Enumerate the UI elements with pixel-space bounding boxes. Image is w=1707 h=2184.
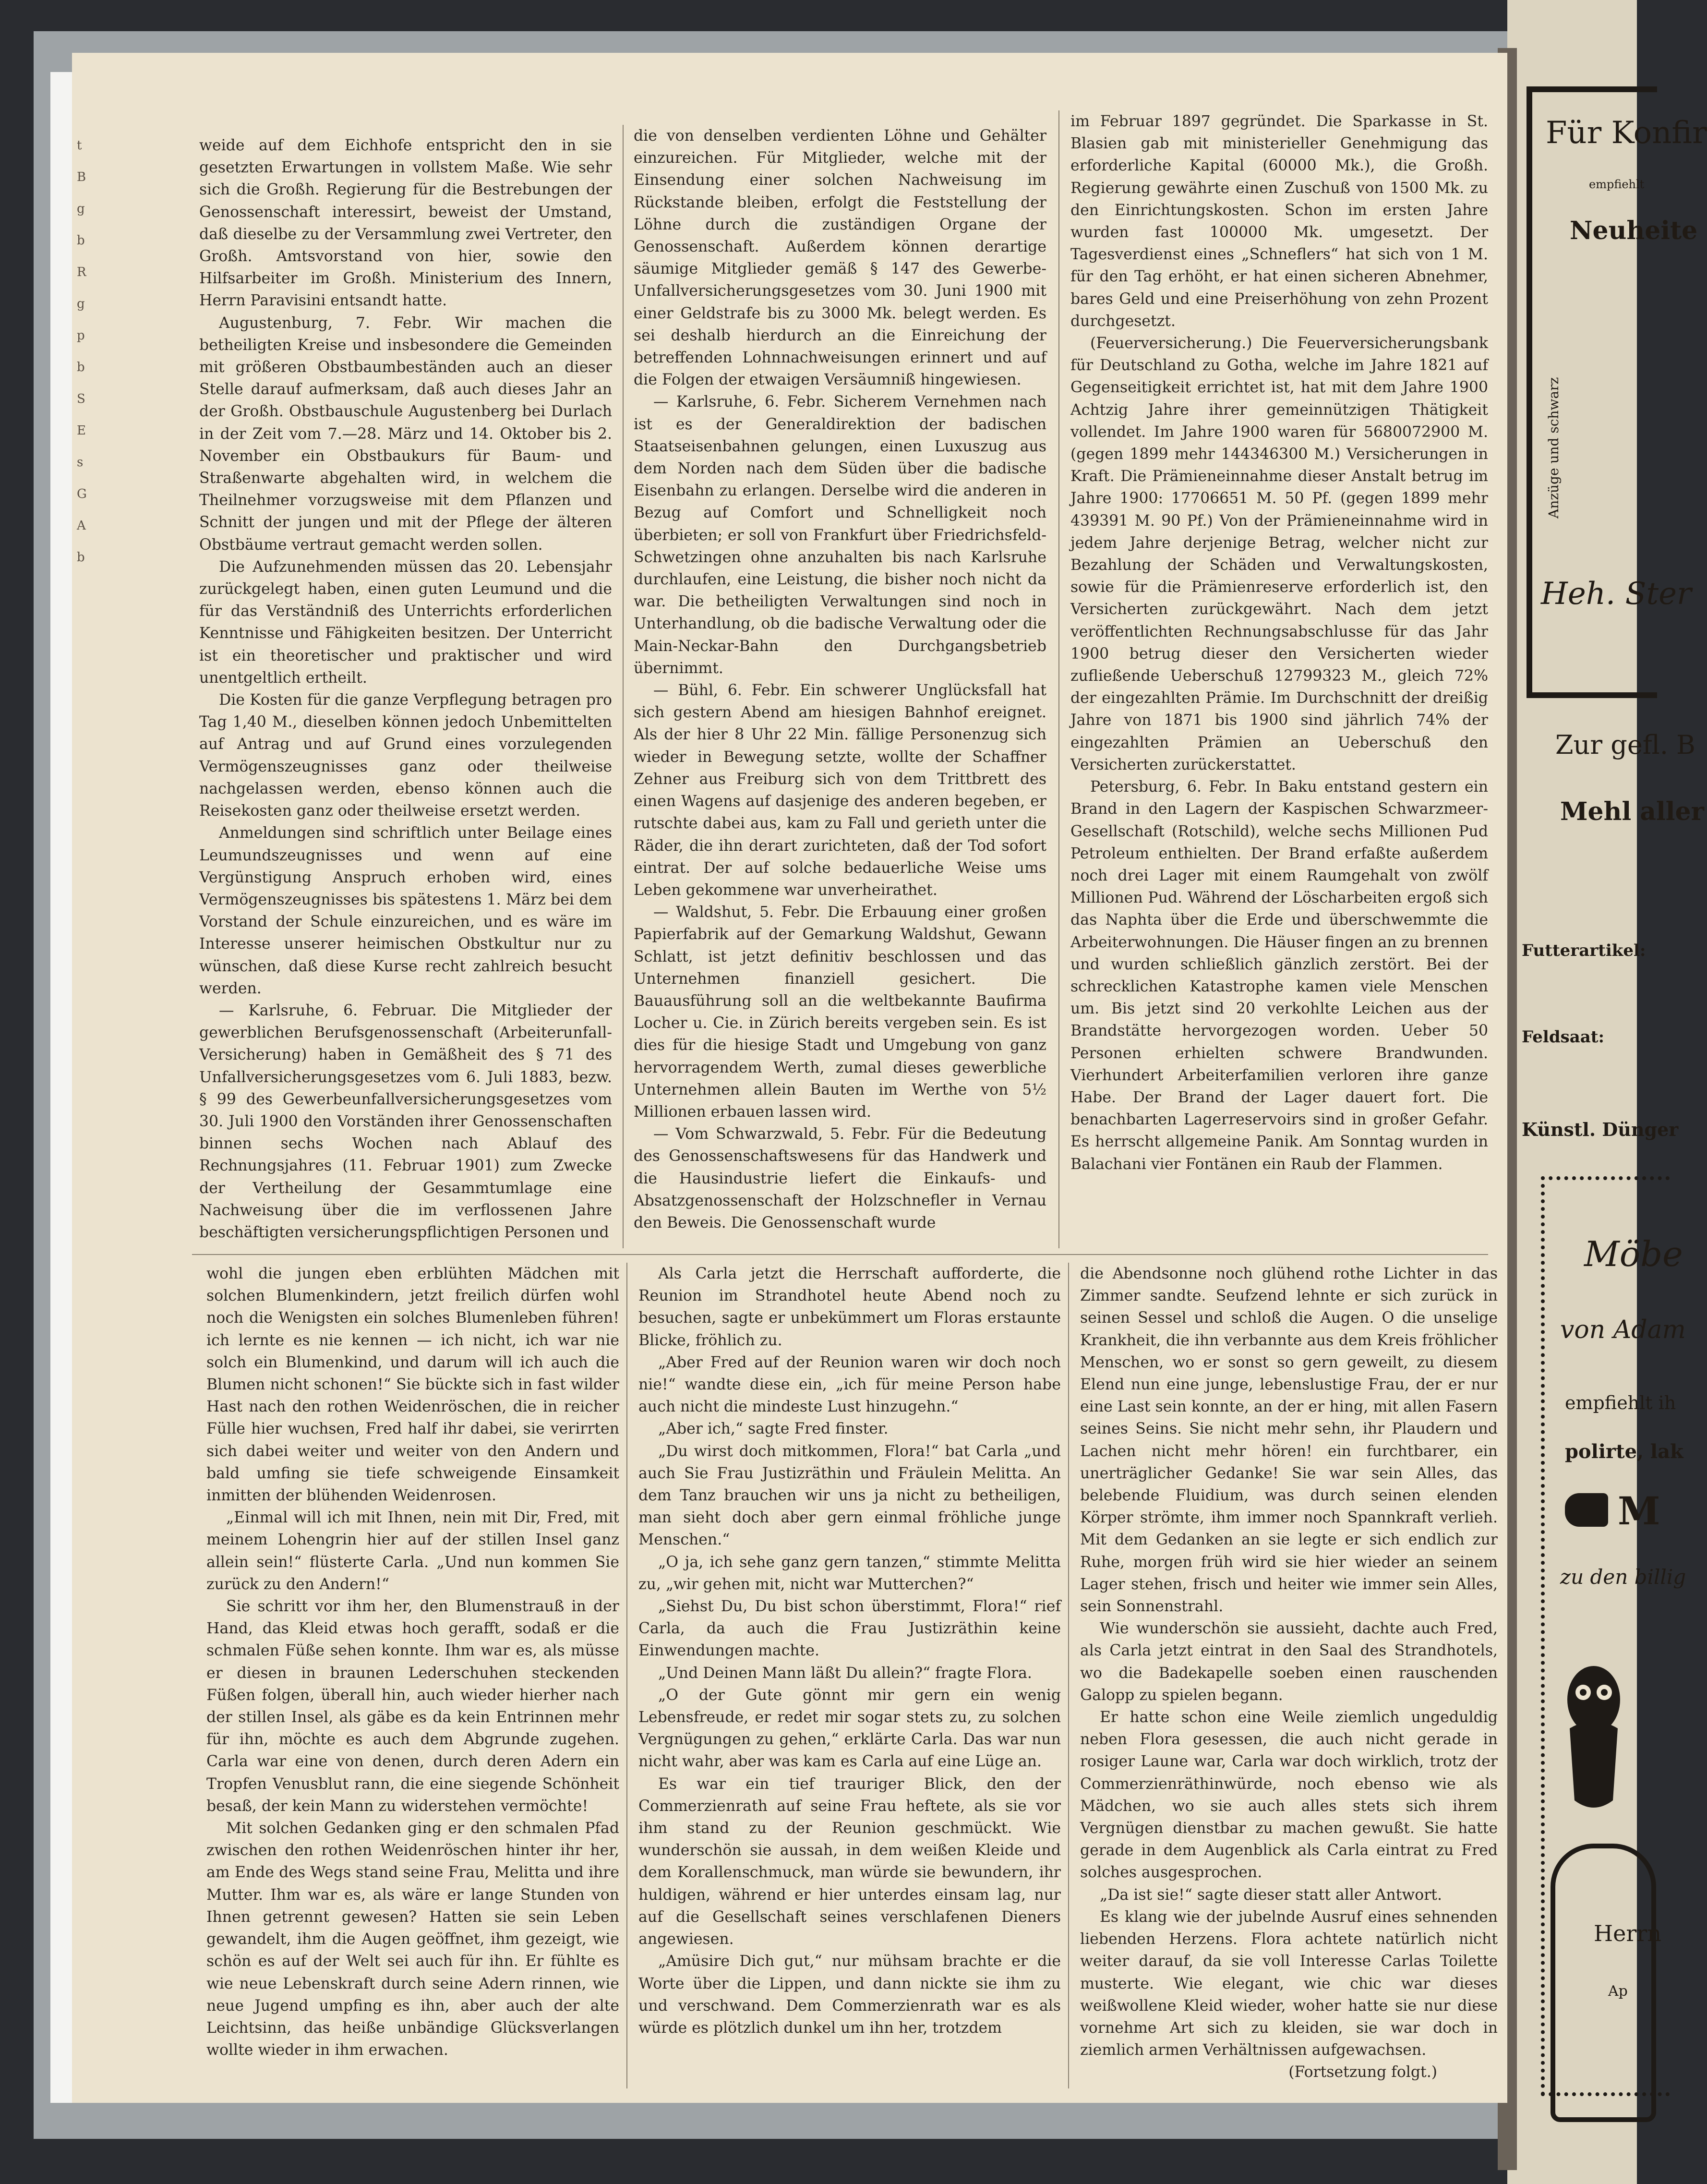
story-paragraph: „O der Gute gönnt mir gern ein wenig Lebensfreude, er redet mir sogar stets zu, zu solchen Vergnügungen zu gehen,“ erklärte Carla. Das war nun nicht wahr, aber was kam es Carla auf eine Lüge an. — [638, 1686, 1061, 1771]
story-paragraph: „Amüsire Dich gut,“ nur mühsam brachte er die Worte über die Lippen, und dann nickte sie ihm zu und verschwand. Dem Commerzienrath war es als würde es plötzlich dunkel um ihn her, trotzdem — [638, 1953, 1061, 2037]
ad-text: von Adam — [1560, 1315, 1686, 1344]
news-paragraph: Die Aufzunehmenden müssen das 20. Lebensjahr zurückgelegt haben, einen guten Leumund und die für das Verständniß des Unterrichts erforderlichen Kenntnisse und Fähigkeiten besitzen. Der Unterricht ist ein theoretischer und praktischer und wird unentgeltlich ertheilt. — [199, 558, 612, 687]
column-rule — [623, 125, 624, 1248]
next-page-ads — [1512, 58, 1707, 2136]
news-paragraph: im Februar 1897 gegründet. Die Sparkasse in St. Blasien gab mit ministerieller Genehmigung das erforderliche Kapital (60000 Mk.), die Großh. Regierung gewährte einen Zuschuß von 1500 Mk. zu den Einrichtungskosten. Schon im ersten Jahre wurden fast 100000 Mk. umgesetzt. Der Tagesverdienst eines „Schneflers“ hat sich von 1 M. für den Tag erhöht, er hat einen sicheren Abnehmer, bares Geld und eine Preiserhöhung von zehn Prozent durchgesetzt. — [1070, 113, 1488, 330]
column-rule — [1068, 1263, 1069, 2088]
column-rule — [626, 1263, 627, 2088]
ad-text: empfiehlt — [1589, 178, 1645, 191]
news-paragraph: weide auf dem Eichhofe entspricht den in sie gesetzten Erwartungen in vollstem Maße. Wie sehr sich die Großh. Regierung für die Bestrebungen der Genossenschaft interessirt, beweist der Umstand, daß dieselbe zu der Versammlung zwei Vertreter, den Großh. Amtsvorstand von hier, sowie den Hilfsarbeiter im Großh. Ministerium des Innern, Herrn Paravisini entsandt hatte. — [199, 137, 612, 310]
news-paragraph: — Karlsruhe, 6. Febr. Sicherem Vernehmen nach ist es der Generaldirektion der badischen Staatseisenbahnen gelungen, einen Luxuszug aus dem Norden nach dem Süden über die badische Eisenbahn zu erlangen. Derselbe wird die anderen in Bezug auf Comfort und Schnelligkeit noch überbieten; er soll von Frankfurt über Friedrichsfeld-Schwetzingen ohne anzuhalten bis nach Karlsruhe durchlaufen, eine Leistung, die bisher noch nicht da war. Die betheiligten Verwaltungen sind noch in Unterhandlung, ob die badische Verwaltung oder die Main-Neckar-Bahn den Durchgangsbetrieb übernimmt. — [634, 393, 1046, 677]
story-paragraph: die Abendsonne noch glühend rothe Lichter in das Zimmer sandte. Seufzend lehnte er sich zurück in seinen Sessel und schloß die Augen. O die unselige Krankheit, die ihn verbannte aus dem Kreis fröhlicher Menschen, wo er sonst so gern geweilt, zu diesem Elend nun eine junge, lebenslustige Frau, der er nur eine Last sein konnte, an der er hing, mit allen Fasern seines Seins. Sie nicht mehr sehn, ihr Plaudern und Lachen nicht mehr hören! ein furchtbarer, ein unerträglicher Gedanke! Sie war sein Alles, das belebende Fluidium, was durch seinen elenden Körper strömte, ihm immer noch Spannkraft verlieh. Mit dem Gedanken an sie legte er sich endlich zur Ruhe, morgen früh wird sie hier wieder an seinem Lager stehen, frisch und heiter wie immer sein Alles, sein Sonnenstrahl. — [1080, 1265, 1498, 1616]
edge-mark: b — [77, 550, 85, 565]
section-divider — [192, 1254, 1488, 1255]
story-paragraph: „Da ist sie!“ sagte dieser statt aller Antwort. — [1099, 1886, 1442, 1904]
ad-text: Feldsaat: — [1522, 1027, 1605, 1047]
story-paragraph: wohl die jungen eben erblühten Mädchen mit solchen Blumenkindern, jetzt freilich dürfen wohl noch die Wenigsten ein solches Blumenleben führen! ich lernte es nie kennen — ich nicht, ich war nie solch ein Blumenkind, und darum will ich auch die Blumen nicht schonen!“ Sie bückte sich in fast wilder Hast nach den rothen Weidenröschen, die in reicher Fülle hier wuchsen, Fred half ihr dabei, sie verirrten sich dabei weiter und weiter von den Andern und bald umfing sie tiefe schweigende Einsamkeit inmitten der blühenden Weidenrosen. — [206, 1265, 619, 1505]
ad-text: Futterartikel: — [1522, 941, 1646, 960]
story-paragraph: „Du wirst doch mitkommen, Flora!“ bat Carla „und auch Sie Frau Justizräthin und Fräulein Melitta. An dem Tanz brauchen wir uns ja nicht zu betheiligen, man sieht doch aber gern einmal fröhliche junge Menschen.“ — [638, 1442, 1061, 1549]
story-paragraph: Es war ein tief trauriger Blick, den der Commerzienrath auf seine Frau heftete, als sie vor ihm stand zu der Reunion geschmückt. Wie wunderschön sie aussah, in dem weißen Kleide und dem Korallenschmuck, man würde sie bewundern, ihr huldigen, während er hier unterdes einsam lag, nur auf die Gesellschaft seines verschlafenen Dieners angewiesen. — [638, 1775, 1061, 1948]
left-edge-marks — [77, 130, 91, 573]
top-column-3 — [1070, 110, 1488, 1248]
top-column-2 — [634, 125, 1046, 1248]
story-paragraph: „Aber ich,“ sagte Fred finster. — [658, 1420, 889, 1438]
edge-mark: g — [77, 297, 85, 311]
edge-mark: b — [77, 360, 85, 374]
ad-text: polirte, lak — [1565, 1440, 1683, 1463]
story-paragraph: „Aber Fred auf der Reunion waren wir doch noch nie!“ wandte diese ein, „ich für meine Person habe auch nicht die mindeste Lust hinzugehn.“ — [638, 1353, 1061, 1416]
story-paragraph: Er hatte schon eine Weile ziemlich ungeduldig neben Flora gesessen, die auch nicht gerade in rosiger Laune war, Carla war doch wirklich, trotz der Commerzienräthinwürde, noch ebenso wie als Mädchen, wo sie auch alles stets sich ihrem Vergnügen dienstbar zu machen gewußt. Sie hatte gerade in dem Augenblick als Carla eintrat zu Fred solches ausgesprochen. — [1080, 1709, 1498, 1882]
story-paragraph: Es klang wie der jubelnde Ausruf eines sehnenden liebenden Herzens. Flora achtete natürlich nicht weiter darauf, da sie voll Interesse Carlas Toilette musterte. Wie elegant, wie chic war dieses weißwollene Kleid wieder, woher hatte sie nur diese vornehme Art sich zu kleiden, sie war doch in ziemlich armen Verhältnissen aufgewachsen. — [1080, 1908, 1498, 2059]
ad-text: Herrn — [1594, 1920, 1661, 1946]
ad-headline: Für Konfir — [1546, 115, 1707, 151]
story-paragraph: „O ja, ich sehe ganz gern tanzen,“ stimmte Melitta zu, „wir gehen mit, nicht war Mutterchen?“ — [638, 1553, 1061, 1593]
edge-mark: G — [77, 487, 87, 501]
edge-mark: R — [77, 265, 86, 279]
column-rule — [1058, 110, 1059, 1248]
ad-text: empfiehlt ih — [1565, 1392, 1676, 1413]
edge-mark: g — [77, 202, 85, 216]
story-paragraph: „Einmal will ich mit Ihnen, nein mit Dir, Fred, mit meinem Lohengrin hier auf der stillen Insel ganz allein sein!“ flüsterte Carla. „Und nun kommen Sie zurück zu den Andern!“ — [206, 1509, 619, 1593]
story-paragraph: „Siehst Du, Du bist schon überstimmt, Flora!“ rief Carla, da auch die Frau Justizräthin keine Einwendungen machte. — [638, 1598, 1061, 1660]
ad-text: Heh. Ster — [1541, 576, 1692, 612]
story-paragraph: Mit solchen Gedanken ging er den schmalen Pfad zwischen den rothen Weidenröschen hinter ihr her, am Ende des Wegs stand seine Frau, Melitta und ihre Mutter. Ihm war es, als wäre er lange Stunden von Ihnen getrennt gewesen? Hatten sie sein Leben gewandelt, ihm die Augen geöffnet, ihm gezeigt, wie schön es auf der Welt sei auch für ihn. Er fühlte es wie neue Lebenskraft durch seine Adern rinnen, wie neue Jugend umpfing es ihn, aber auch der alte Leichtsinn, das heiße unbändige Glücksverlangen wollte wieder in ihm erwachen. — [206, 1820, 619, 2059]
edge-mark: E — [77, 423, 86, 438]
story-column-1 — [206, 1263, 619, 2088]
edge-mark: s — [77, 455, 84, 470]
edge-mark: b — [77, 233, 85, 248]
pointing-hand-icon — [1565, 1493, 1608, 1527]
story-paragraph: Als Carla jetzt die Herrschaft aufforderte, die Reunion im Strandhotel heute Abend noch zu besuchen, sagte er unbekümmert um Floras erstaunte Blicke, fröhlich zu. — [638, 1265, 1061, 1349]
ad-text: Möbe — [1584, 1234, 1683, 1274]
ad-text: Zur gefl. B — [1555, 730, 1695, 760]
story-column-2 — [638, 1263, 1061, 2088]
ad-text: Mehl aller — [1560, 797, 1704, 826]
edge-mark: S — [77, 392, 85, 406]
ad-text: Ap — [1608, 1983, 1628, 2000]
ad-text: Künstl. Dünger — [1522, 1119, 1679, 1140]
ad-text: M — [1618, 1488, 1660, 1533]
bottle-illustration — [1551, 1844, 1656, 2122]
news-paragraph: — Vom Schwarzwald, 5. Febr. Für die Bedeutung des Genossenschaftswesens für das Handwerk und die Hausindustrie liefert die Einkaufs- und Absatzgenossenschaft der Holzschnefler in Vernau den Beweis. Die Genossenschaft wurde — [634, 1125, 1046, 1231]
owl-icon — [1560, 1656, 1627, 1829]
story-paragraph: Wie wunderschön sie aussieht, dachte auch Fred, als Carla jetzt eintrat in den Saal des Strandhotels, wo die Badekapelle soeben einen rauschenden Galopp zu spielen begann. — [1080, 1620, 1498, 1704]
continuation-note: (Fortsetzung folgt.) — [1288, 2063, 1437, 2081]
edge-mark: B — [77, 170, 86, 184]
edge-mark: A — [77, 519, 86, 533]
edge-mark: p — [77, 328, 85, 343]
story-paragraph: „Und Deinen Mann läßt Du allein?“ fragte Flora. — [658, 1664, 1032, 1682]
ad-text: Neuheite — [1570, 216, 1698, 245]
news-paragraph: — Karlsruhe, 6. Februar. Die Mitglieder der gewerblichen Berufsgenossenschaft (Arbeiterunfall-Versicherung) haben in Gemäßheit des § 71 des Unfallversicherungsgesetzes vom 6. Juli 1883, bezw. § 99 des Gewerbeunfallversicherungsgesetzes vom 30. Juli 1900 den Vorständen ihrer Genossenschaften binnen sechs Wochen nach Ablauf des Rechnungsjahres (11. Februar 1901) zum Zwecke der Vertheilung der Gesammtumlage eine Nachweisung über die im verflossenen Jahre beschäftigten versicherungspflichtigen Personen und — [199, 1002, 612, 1241]
story-paragraph: Sie schritt vor ihm her, den Blumenstrauß in der Hand, das Kleid etwas hoch gerafft, sodaß er die schmalen Füße sehen konnte. Ihm war es, als müsse er diesen in braunen Lederschuhen steckenden Füßen folgen, überall hin, auch wieder hierher nach der stillen Insel, als gäbe es da kein Entrinnen mehr für ihn, möchte es auch dem Abgrunde zugehen. Carla war eine von denen, durch deren Adern ein Tropfen Venusblut rann, die eine siegende Schönheit besaß, der kein Mann zu widerstehen vermöchte! — [206, 1598, 619, 1815]
news-paragraph: die von denselben verdienten Löhne und Gehälter einzureichen. Für Mitglieder, welche mit der Einsendung einer solchen Nachweisung im Rückstande bleiben, erfolgt die Feststellung der Löhne durch die zuständigen Organe der Genossenschaft. Außerdem können derartige säumige Mitglieder gemäß § 147 des Gewerbe-Unfallversicherungsgesetzes vom 30. Juni 1900 mit einer Geldstrafe bis zu 3000 Mk. belegt werden. Es sei deshalb hierdurch an die Einreichung der betreffenden Lohnnachweisungen erinnert und auf die Folgen der etwaigen Versäumniß hingewiesen. — [634, 127, 1046, 389]
news-paragraph: Petersburg, 6. Febr. In Baku entstand gestern ein Brand in den Lagern der Kaspischen Schwarzmeer-Gesellschaft (Rotschild), welche sechs Millionen Pud Petroleum enthielten. Der Brand erfaßte außerdem noch drei Lager mit einem Raumgehalt von zwölf Millionen Pud. Während der Löscharbeiten ergoß sich das Naphta über die Erde und überschwemmte die Arbeiterwohnungen. Die Häuser fingen an zu brennen und wurden schließlich gänzlich zerstört. Bei der schrecklichen Katastrophe kamen viele Menschen um. Bis jetzt sind 20 verkohlte Leichen aus der Brandstätte hervorgezogen worden. Ueber 50 Personen erhielten schwere Brandwunden. Vierhundert Arbeiterfamilien verloren ihre ganze Habe. Der Brand der Lager dauert fort. Die benachbarten Lagerreservoirs sind in großer Gefahr. Es herrscht allgemeine Panik. Am Sonntag wurden in Balachani vier Fontänen ein Raub der Flammen. — [1070, 778, 1488, 1173]
top-column-1 — [199, 134, 612, 1248]
ad-text: Anzüge und schwarz — [1546, 377, 1562, 519]
ad-text: zu den billig — [1560, 1565, 1686, 1589]
edge-mark: t — [77, 138, 82, 153]
story-column-3 — [1080, 1263, 1498, 2088]
news-paragraph: — Waldshut, 5. Febr. Die Erbauung einer großen Papierfabrik auf der Gemarkung Waldshut, Gewann Schlatt, ist jetzt definitiv beschlossen und das Unternehmen finanziell gesichert. Die Bauausführung soll an die weltbekannte Baufirma Locher u. Cie. in Zürich bereits vergeben sein. Es ist dies für die hiesige Stadt und Umgebung von ganz hervorragendem Werth, zumal dieses gewerbliche Unternehmen allein Bauten im Werthe von 5½ Millionen erbauen lassen wird. — [634, 904, 1046, 1121]
news-paragraph: (Feuerversicherung.) Die Feuerversicherungsbank für Deutschland zu Gotha, welche im Jahre 1821 auf Gegenseitigkeit errichtet ist, hat mit dem Jahre 1900 Achtzig Jahre ihrer gemeinnützigen Thätigkeit vollendet. Im Jahre 1900 waren für 5680072900 M. (gegen 1899 mehr 144346300 M.) Versicherungen in Kraft. Die Prämieneinnahme dieser Anstalt betrug im Jahre 1900: 17706651 M. 50 Pf. (gegen 1899 mehr 439391 M. 90 Pf.) Von der Prämieneinnahme wird in jedem Jahre derjenige Betrag, welcher nicht zur Bezahlung der Schäden und Verwaltungskosten, sowie für die Prämienreserve erforderlich ist, den Versicherten zurückgewährt. Nach dem jetzt veröffentlichten Rechnungsabschlusse für das Jahr 1900 betrug dieser den Versicherten wieder zufließende Ueberschuß 12799323 M., gleich 72% der eingezahlten Prämie. Im Durchschnitt der dreißig Jahre von 1871 bis 1900 sind jährlich 74% der eingezahlten Prämien an Ueberschuß den Versicherten zurückerstattet. — [1070, 335, 1488, 773]
news-paragraph: Anmeldungen sind schriftlich unter Beilage eines Leumundszeugnisses und wenn auf eine Vergünstigung Anspruch erhoben wird, eines Vermögenszeugnisses bis spätestens 1. März bei dem Vorstand der Schule einzureichen, und es wäre im Interesse unserer heimischen Obstkultur nur zu wünschen, daß diese Kurse recht zahlreich besucht werden. — [199, 824, 612, 997]
news-paragraph: — Bühl, 6. Febr. Ein schwerer Unglücksfall hat sich gestern Abend am hiesigen Bahnhof ereignet. Als der hier 8 Uhr 22 Min. fällige Personenzug sich wieder in Bewegung setzte, wollte der Schaffner Zehner aus Freiburg sich von dem Trittbrett des einen Wagens auf dasjenige des anderen begeben, er rutschte dabei aus, kam zu Fall und gerieth unter die Räder, die ihn derart zurichteten, daß der Tod sofort eintrat. Der auf solche bedauerliche Weise ums Leben gekommene war unverheirathet. — [634, 682, 1046, 899]
news-paragraph: Augustenburg, 7. Febr. Wir machen die betheiligten Kreise und insbesondere die Gemeinden mit größeren Obstbaumbeständen auch an dieser Stelle darauf aufmerksam, daß auch dieses Jahr an der Großh. Obstbauschule Augustenberg bei Durlach in der Zeit vom 7.—28. März und 14. Oktober bis 2. November ein Obstbaukurs für Baum- und Straßenwarte abgehalten wird, in welchem die Theilnehmer vorzugsweise mit dem Pflanzen und Schnitt der jungen und mit der Pflege der älteren Obstbäume vertraut gemacht werden sollen. — [199, 314, 612, 554]
news-paragraph: Die Kosten für die ganze Verpflegung betragen pro Tag 1,40 M., dieselben können jedoch Unbemittelten auf Antrag und auf Grund eines vorzulegenden Vermögenszeugnisses ganz oder theilweise nachgelassen werden, ebenso können auch die Reisekosten ganz oder theilweise ersetzt werden. — [199, 691, 612, 820]
